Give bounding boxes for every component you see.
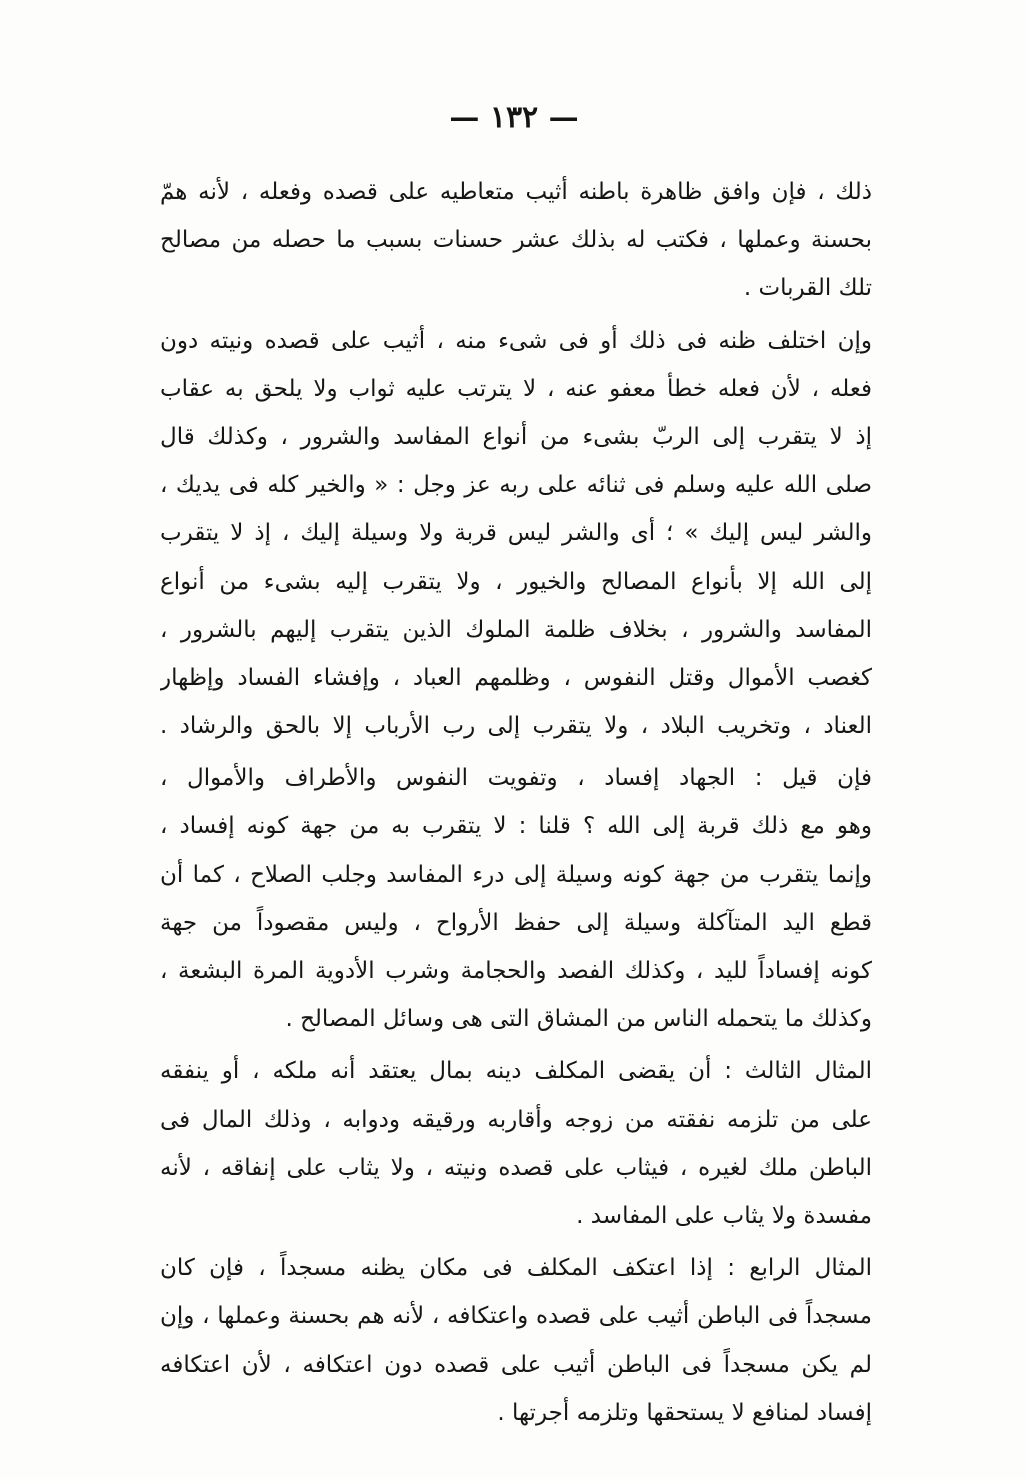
text-line: مفسدة ولا يثاب على المفاسد . bbox=[576, 1202, 872, 1229]
text-line: تلك القربات . bbox=[743, 275, 872, 302]
paragraph-3 bbox=[160, 754, 872, 1043]
text-line: كونه إفساداً لليد ، وكذلك الفصد والحجامة وشرب الأدوية المرة البشعة ، bbox=[160, 958, 872, 984]
text-line: فإن قيل : الجهاد إفساد ، وتفويت النفوس والأطراف والأموال ، bbox=[160, 765, 872, 792]
text-line: وهو مع ذلك قربة إلى الله ؟ قلنا : لا يتقرب به من جهة كونه إفساد ، bbox=[160, 813, 872, 840]
paragraph-1 bbox=[160, 168, 872, 313]
text-line: المثال الثالث : أن يقضى المكلف دينه بمال يعتقد أنه ملكه ، أو ينفقه bbox=[160, 1058, 872, 1085]
text-line: على من تلزمه نفقته من زوجه وأقاربه ورقيقه ودوابه ، وذلك المال فى bbox=[160, 1106, 872, 1133]
text-line: وإنما يتقرب من جهة كونه وسيلة إلى درء المفاسد وجلب الصلاح ، كما أن bbox=[160, 861, 872, 888]
text-line: بحسنة وعملها ، فكتب له بذلك عشر حسنات بسبب ما حصله من مصالح bbox=[160, 227, 872, 254]
text-line: قطع اليد المتآكلة وسيلة إلى حفظ الأرواح ، وليس مقصوداً من جهة bbox=[160, 909, 872, 936]
text-line: مسجداً فى الباطن أثيب على قصده واعتكافه ، لأنه هم بحسنة وعملها ، وإن bbox=[160, 1303, 872, 1330]
text-line: صلى الله عليه وسلم فى ثنائه على ربه عز وجل : « والخير كله فى يديك ، bbox=[160, 472, 872, 499]
text-line: وكذلك ما يتحمله الناس من المشاق التى هى وسائل المصالح . bbox=[285, 1006, 872, 1033]
text-line: فعله ، لأن فعله خطأ معفو عنه ، لا يترتب عليه ثواب ولا يلحق به عقاب bbox=[160, 375, 872, 402]
text-line: إلى الله إلا بأنواع المصالح والخيور ، ولا يتقرب إليه بشىء من أنواع bbox=[160, 568, 872, 595]
text-line: الباطن ملك لغيره ، فيثاب على قصده ونيته ، ولا يثاب على إنفاقه ، لأنه bbox=[160, 1154, 872, 1181]
paragraph-4 bbox=[160, 1047, 872, 1240]
text-line: المفاسد والشرور ، بخلاف ظلمة الملوك الذين يتقرب إليهم بالشرور ، bbox=[160, 616, 872, 643]
text-line: ذلك ، فإن وافق ظاهرة باطنه أثيب متعاطيه على قصده وفعله ، لأنه همّ bbox=[160, 179, 872, 205]
text-line: إذ لا يتقرب إلى الربّ بشىء من أنواع المفاسد والشرور ، وكذلك قال bbox=[160, 423, 872, 450]
text-line: لم يكن مسجداً فى الباطن أثيب على قصده دون اعتكافه ، لأن اعتكافه bbox=[160, 1351, 872, 1378]
paragraph-5 bbox=[160, 1244, 872, 1437]
paragraph-2 bbox=[160, 317, 872, 751]
text-line: المثال الرابع : إذا اعتكف المكلف فى مكان يظنه مسجداً ، فإن كان bbox=[160, 1255, 872, 1282]
page-number: — ١٣٢ — bbox=[449, 100, 579, 135]
text-line: العناد ، وتخريب البلاد ، ولا يتقرب إلى رب الأرباب إلا بالحق والرشاد . bbox=[160, 713, 872, 740]
text-line: والشر ليس إليك » ؛ أى والشر ليس قربة ولا وسيلة إليك ، إذ لا يتقرب bbox=[160, 520, 872, 547]
text-line: إفساد لمنافع لا يستحقها وتلزمه أجرتها . bbox=[497, 1399, 872, 1426]
text-body bbox=[160, 168, 872, 1437]
text-line: كغصب الأموال وقتل النفوس ، وظلمهم العباد ، وإفشاء الفساد وإظهار bbox=[160, 664, 872, 691]
text-line: وإن اختلف ظنه فى ذلك أو فى شىء منه ، أثيب على قصده ونيته دون bbox=[160, 327, 872, 354]
